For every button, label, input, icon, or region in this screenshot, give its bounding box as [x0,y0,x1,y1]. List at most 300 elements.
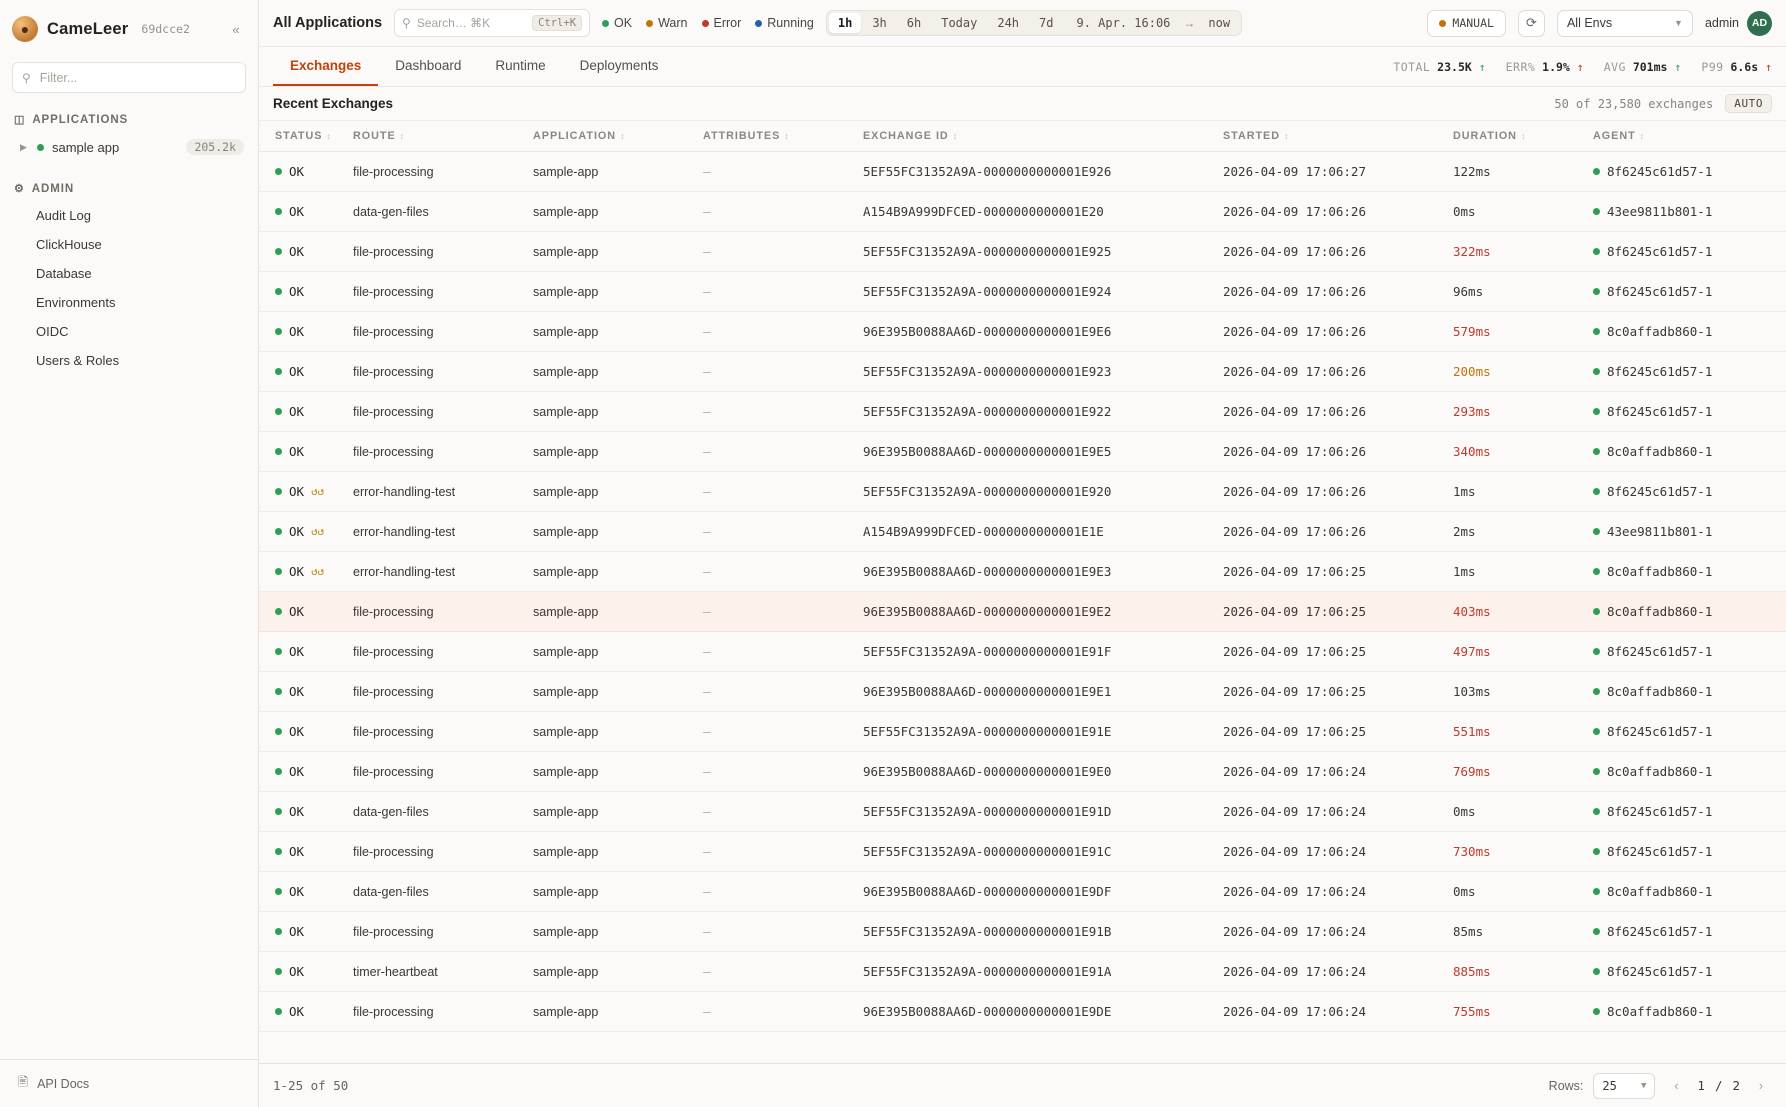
cell-attributes: — [693,792,853,832]
column-agent[interactable] [1583,121,1786,152]
cell-started: 2026-04-09 17:06:24 [1213,752,1443,792]
cell-duration: 293ms [1443,392,1583,432]
search-icon: ⚲ [402,16,411,30]
column-agent-label: AGENT [1593,130,1636,142]
agent-label: 8c0affadb860-1 [1607,764,1713,779]
cell-started: 2026-04-09 17:06:27 [1213,152,1443,192]
agent-status-dot-icon [1593,608,1600,615]
agent-status-dot-icon [1593,248,1600,255]
status-label: OK [289,284,305,299]
cell-agent [1583,792,1786,832]
cell-duration: 755ms [1443,992,1583,1032]
cell-duration: 85ms [1443,912,1583,952]
cell-exchange-id: 5EF55FC31352A9A-0000000000001E91D [853,792,1213,832]
refresh-icon[interactable]: ⟳ [1518,10,1545,37]
cell-started: 2026-04-09 17:06:25 [1213,592,1443,632]
sort-icon: ↕ [399,131,406,141]
cell-status [259,432,343,472]
table-row[interactable] [259,512,1786,552]
cell-agent [1583,632,1786,672]
status-label: OK [289,244,305,259]
prev-page-button[interactable]: ‹ [1674,1078,1679,1093]
cell-attributes: — [693,192,853,232]
table-row[interactable] [259,752,1786,792]
column-route-label: ROUTE [353,130,396,142]
filter-ok[interactable] [602,16,632,30]
table-row[interactable] [259,592,1786,632]
column-duration-label: DURATION [1453,130,1517,142]
app-logo-icon: ● [12,16,38,42]
cell-application: sample-app [523,192,693,232]
cell-exchange-id: 96E395B0088AA6D-0000000000001E9E1 [853,672,1213,712]
cell-attributes: — [693,872,853,912]
cell-status [259,232,343,272]
agent-status-dot-icon [1593,768,1600,775]
cell-started: 2026-04-09 17:06:25 [1213,552,1443,592]
cell-exchange-id: 5EF55FC31352A9A-0000000000001E91E [853,712,1213,752]
cell-attributes: — [693,352,853,392]
agent-status-dot-icon [1593,808,1600,815]
cell-duration: 403ms [1443,592,1583,632]
search-input[interactable] [394,9,590,37]
status-dot-icon [275,168,282,175]
table-row[interactable] [259,392,1786,432]
status-label: OK [289,884,305,899]
cell-attributes: — [693,752,853,792]
cell-route: error-handling-test [343,552,523,592]
agent-status-dot-icon [1593,928,1600,935]
brand-name: CameLeer [47,19,129,38]
cell-duration: 122ms [1443,152,1583,192]
cell-status [259,992,343,1032]
warn-dot-icon [646,20,653,27]
table-row[interactable] [259,192,1786,232]
agent-label: 8f6245c61d57-1 [1607,404,1713,419]
cell-agent [1583,832,1786,872]
cell-route: file-processing [343,752,523,792]
cell-application: sample-app [523,952,693,992]
cell-started: 2026-04-09 17:06:24 [1213,992,1443,1032]
cell-route: error-handling-test [343,512,523,552]
cell-started: 2026-04-09 17:06:25 [1213,672,1443,712]
cell-started: 2026-04-09 17:06:26 [1213,512,1443,552]
cell-exchange-id: 5EF55FC31352A9A-0000000000001E920 [853,472,1213,512]
cell-started: 2026-04-09 17:06:25 [1213,632,1443,672]
sidebar-item-clickhouse[interactable]: ClickHouse [36,237,102,252]
exchanges-table [259,121,1786,1032]
cell-attributes: — [693,632,853,672]
agent-label: 8f6245c61d57-1 [1607,644,1713,659]
status-filters [602,16,814,30]
range-1h[interactable]: 1h [829,13,861,33]
top-toolbar [259,0,1786,47]
metric-err-value: 1.9% [1542,59,1570,74]
table-row[interactable] [259,472,1786,512]
sort-icon: ↕ [1520,131,1527,141]
cell-application: sample-app [523,512,693,552]
cell-duration: 103ms [1443,672,1583,712]
exchanges-table-container[interactable] [259,121,1786,1063]
cell-application: sample-app [523,592,693,632]
filter-error[interactable] [702,16,742,30]
cell-attributes: — [693,552,853,592]
table-row[interactable] [259,632,1786,672]
status-dot [37,144,44,151]
next-page-button[interactable]: › [1758,1078,1764,1093]
tab-runtime[interactable]: Runtime [495,58,546,73]
cell-attributes: — [693,512,853,552]
table-row[interactable] [259,952,1786,992]
filter-warn[interactable] [646,16,687,30]
status-label: OK [289,484,305,499]
table-row[interactable] [259,312,1786,352]
cell-agent [1583,432,1786,472]
document-icon: 🖹 [18,1075,29,1089]
cell-agent [1583,592,1786,632]
sidebar-item-oidc[interactable]: OIDC [36,324,69,339]
cell-status [259,312,343,352]
cell-duration: 551ms [1443,712,1583,752]
cell-application: sample-app [523,272,693,312]
cell-agent [1583,552,1786,592]
user-menu[interactable] [1705,11,1772,36]
cell-agent [1583,192,1786,232]
agent-label: 8c0affadb860-1 [1607,604,1713,619]
cell-route: file-processing [343,232,523,272]
range-today[interactable]: Today [941,16,978,30]
cell-route: file-processing [343,392,523,432]
filter-ok-label: OK [614,16,633,30]
agent-label: 8f6245c61d57-1 [1607,164,1713,179]
cell-application: sample-app [523,632,693,672]
sidebar [0,0,259,1107]
agent-status-dot-icon [1593,848,1600,855]
cell-route: timer-heartbeat [343,952,523,992]
cell-route: file-processing [343,672,523,712]
metric-avg-value: 701ms [1632,59,1668,74]
range-6h[interactable]: 6h [906,16,922,30]
cell-agent [1583,352,1786,392]
cell-agent [1583,912,1786,952]
table-row[interactable] [259,272,1786,312]
table-row[interactable] [259,232,1786,272]
table-header [259,121,1786,152]
cell-route: data-gen-files [343,792,523,832]
sidebar-item-audit-log[interactable]: Audit Log [36,208,91,223]
cell-exchange-id: 96E395B0088AA6D-0000000000001E9E3 [853,552,1213,592]
column-exchange-id[interactable] [853,121,1213,152]
cell-duration: 579ms [1443,312,1583,352]
cell-exchange-id: 5EF55FC31352A9A-0000000000001E91C [853,832,1213,872]
chevron-down-icon: ▼ [1674,18,1683,28]
cell-attributes: — [693,392,853,432]
cell-agent [1583,232,1786,272]
cell-duration: 497ms [1443,632,1583,672]
metric-total-value: 23.5K [1437,59,1472,74]
agent-status-dot-icon [1593,288,1600,295]
cell-application: sample-app [523,872,693,912]
api-docs-label: API Docs [37,1076,90,1091]
admin-section-title [0,176,258,201]
cell-status [259,512,343,552]
rows-per-page-select[interactable] [1593,1073,1655,1099]
sort-icon: ↕ [326,131,332,141]
error-dot-icon [702,20,709,27]
sidebar-header [0,0,258,58]
filter-warn-label: Warn [658,16,688,30]
main-area [259,0,1786,1107]
column-attributes[interactable] [693,121,853,152]
cell-application: sample-app [523,312,693,352]
retry-icon: ↺↺ [311,485,325,498]
environment-value: All Envs [1566,16,1613,30]
sidebar-item-count: 205.2k [186,139,244,155]
manual-refresh-mode-button[interactable] [1427,10,1506,37]
table-row[interactable] [259,352,1786,392]
cell-attributes: — [693,912,853,952]
cell-agent [1583,512,1786,552]
retry-icon: ↺↺ [311,525,325,538]
cell-exchange-id: 96E395B0088AA6D-0000000000001E9DE [853,992,1213,1032]
brand-build-id: 69dcce2 [141,22,190,36]
cell-attributes: — [693,272,853,312]
tab-dashboard[interactable]: Dashboard [395,58,462,73]
cell-attributes: — [693,592,853,632]
cell-agent [1583,752,1786,792]
sidebar-item-users-roles[interactable]: Users & Roles [36,353,120,368]
cell-duration: 200ms [1443,352,1583,392]
filter-running[interactable] [755,16,814,30]
status-dot-icon [275,648,282,655]
sidebar-filter[interactable] [12,62,246,93]
table-row[interactable] [259,832,1786,872]
cell-agent [1583,672,1786,712]
status-label: OK [289,404,305,419]
sidebar-item-sample-app[interactable] [0,132,258,162]
cell-attributes: — [693,152,853,192]
avatar: AD [1747,11,1772,36]
range-7d[interactable]: 7d [1039,16,1054,30]
table-row[interactable] [259,152,1786,192]
status-dot-icon [275,808,282,815]
tab-exchanges[interactable]: Exchanges [273,47,378,86]
status-label: OK [289,724,305,739]
cell-duration: 1ms [1443,552,1583,592]
page-title: All Applications [273,15,383,31]
cell-exchange-id: A154B9A999DFCED-0000000000001E20 [853,192,1213,232]
table-row[interactable] [259,912,1786,952]
sidebar-item-environments[interactable]: Environments [36,295,116,310]
cell-application: sample-app [523,392,693,432]
metric-p99 [1701,60,1772,74]
retry-icon: ↺↺ [311,565,325,578]
environment-select[interactable] [1557,10,1693,37]
agent-status-dot-icon [1593,168,1600,175]
status-label: OK [289,804,305,819]
agent-status-dot-icon [1593,448,1600,455]
cell-application: sample-app [523,672,693,712]
status-label: OK [289,844,305,859]
agent-label: 8c0affadb860-1 [1607,324,1713,339]
sidebar-item-database[interactable]: Database [36,266,92,281]
status-label: OK [289,564,305,579]
status-dot-icon [275,1008,282,1015]
exchange-count: 50 of 23,580 exchanges [1554,96,1714,111]
cell-status [259,952,343,992]
cell-started: 2026-04-09 17:06:24 [1213,952,1443,992]
manual-label: MANUAL [1452,16,1494,30]
status-label: OK [289,444,305,459]
cell-application: sample-app [523,752,693,792]
cell-agent [1583,472,1786,512]
status-label: OK [289,924,305,939]
cell-started: 2026-04-09 17:06:26 [1213,472,1443,512]
status-label: OK [289,964,305,979]
table-row[interactable] [259,712,1786,752]
cell-started: 2026-04-09 17:06:24 [1213,792,1443,832]
cell-exchange-id: 96E395B0088AA6D-0000000000001E9E6 [853,312,1213,352]
cell-status [259,552,343,592]
metric-err-label: ERR% [1505,59,1536,74]
cell-exchange-id: 5EF55FC31352A9A-0000000000001E922 [853,392,1213,432]
cell-exchange-id: 5EF55FC31352A9A-0000000000001E91F [853,632,1213,672]
agent-status-dot-icon [1593,728,1600,735]
status-dot-icon [275,528,282,535]
agent-label: 8f6245c61d57-1 [1607,724,1713,739]
cell-route: file-processing [343,912,523,952]
range-24h[interactable]: 24h [997,16,1020,30]
cell-started: 2026-04-09 17:06:24 [1213,912,1443,952]
collapse-sidebar-icon[interactable]: « [232,21,240,37]
cell-duration: 340ms [1443,432,1583,472]
table-row[interactable] [259,552,1786,592]
applications-section-title [0,107,258,132]
status-label: OK [289,1004,305,1019]
range-from[interactable]: 9. Apr. 16:06 [1076,16,1171,30]
metric-avg-trend-icon: ↑ [1674,59,1682,74]
metric-p99-value: 6.6s [1730,59,1759,74]
chevron-down-icon: ▼ [1640,1080,1647,1091]
agent-label: 8c0affadb860-1 [1607,564,1713,579]
cell-attributes: — [693,952,853,992]
sort-icon: ↕ [1284,131,1290,141]
column-started[interactable] [1213,121,1443,152]
column-route[interactable] [343,121,523,152]
status-dot-icon [275,888,282,895]
cell-exchange-id: 5EF55FC31352A9A-0000000000001E924 [853,272,1213,312]
cell-route: file-processing [343,712,523,752]
status-dot-icon [275,368,282,375]
cell-agent [1583,952,1786,992]
cell-attributes: — [693,992,853,1032]
metric-avg [1604,60,1682,74]
cell-agent [1583,872,1786,912]
cell-route: file-processing [343,632,523,672]
agent-label: 8c0affadb860-1 [1607,884,1713,899]
sort-icon: ↕ [784,131,790,141]
cell-status [259,912,343,952]
table-row[interactable] [259,992,1786,1032]
agent-status-dot-icon [1593,1008,1600,1015]
cell-started: 2026-04-09 17:06:26 [1213,312,1443,352]
tab-bar [259,47,1786,87]
table-body [259,152,1786,1032]
cell-status [259,752,343,792]
summary-metrics [1393,60,1772,74]
cell-attributes: — [693,312,853,352]
column-status[interactable] [259,121,343,152]
tab-deployments[interactable]: Deployments [579,58,659,73]
status-label: OK [289,644,305,659]
rows-per-page-value: 25 [1602,1078,1617,1093]
agent-status-dot-icon [1593,568,1600,575]
table-row[interactable] [259,872,1786,912]
filter-error-label: Error [713,16,742,30]
table-row[interactable] [259,672,1786,712]
cell-duration: 730ms [1443,832,1583,872]
sort-icon: ↕ [952,131,959,141]
cell-route: file-processing [343,312,523,352]
manual-dot-icon [1439,20,1446,27]
cell-route: file-processing [343,832,523,872]
cell-attributes: — [693,232,853,272]
status-label: OK [289,764,305,779]
agent-label: 43ee9811b801-1 [1607,204,1713,219]
column-duration[interactable] [1443,121,1583,152]
status-dot-icon [275,288,282,295]
sidebar-filter-input[interactable] [38,70,236,86]
metric-total-trend-icon: ↑ [1478,59,1486,74]
search-icon: ⚲ [22,70,31,85]
cell-status [259,192,343,232]
range-3h[interactable]: 3h [872,16,887,30]
status-dot-icon [275,488,282,495]
cell-status [259,352,343,392]
column-application[interactable] [523,121,693,152]
table-row[interactable] [259,792,1786,832]
cell-application: sample-app [523,232,693,272]
cell-exchange-id: 5EF55FC31352A9A-0000000000001E926 [853,152,1213,192]
agent-status-dot-icon [1593,688,1600,695]
cell-attributes: — [693,832,853,872]
column-exchange-id-label: EXCHANGE ID [863,130,949,142]
cell-application: sample-app [523,992,693,1032]
cell-agent [1583,992,1786,1032]
cell-started: 2026-04-09 17:06:26 [1213,352,1443,392]
cell-application: sample-app [523,472,693,512]
cell-application: sample-app [523,432,693,472]
table-row[interactable] [259,432,1786,472]
cell-application: sample-app [523,912,693,952]
agent-status-dot-icon [1593,488,1600,495]
sort-icon: ↕ [620,131,626,141]
auto-refresh-chip[interactable]: AUTO [1725,94,1772,113]
status-dot-icon [275,728,282,735]
agent-label: 43ee9811b801-1 [1607,524,1713,539]
cell-exchange-id: 96E395B0088AA6D-0000000000001E9DF [853,872,1213,912]
chevron-right-icon[interactable]: ▶ [20,141,27,152]
range-to[interactable]: now [1208,16,1231,30]
rows-label: Rows: [1548,1078,1584,1093]
cell-duration: 1ms [1443,472,1583,512]
sidebar-api-docs[interactable] [0,1059,258,1107]
agent-status-dot-icon [1593,888,1600,895]
cell-exchange-id: A154B9A999DFCED-0000000000001E1E [853,512,1213,552]
cell-duration: 0ms [1443,792,1583,832]
cell-status [259,592,343,632]
agent-label: 8f6245c61d57-1 [1607,244,1713,259]
cell-status [259,712,343,752]
